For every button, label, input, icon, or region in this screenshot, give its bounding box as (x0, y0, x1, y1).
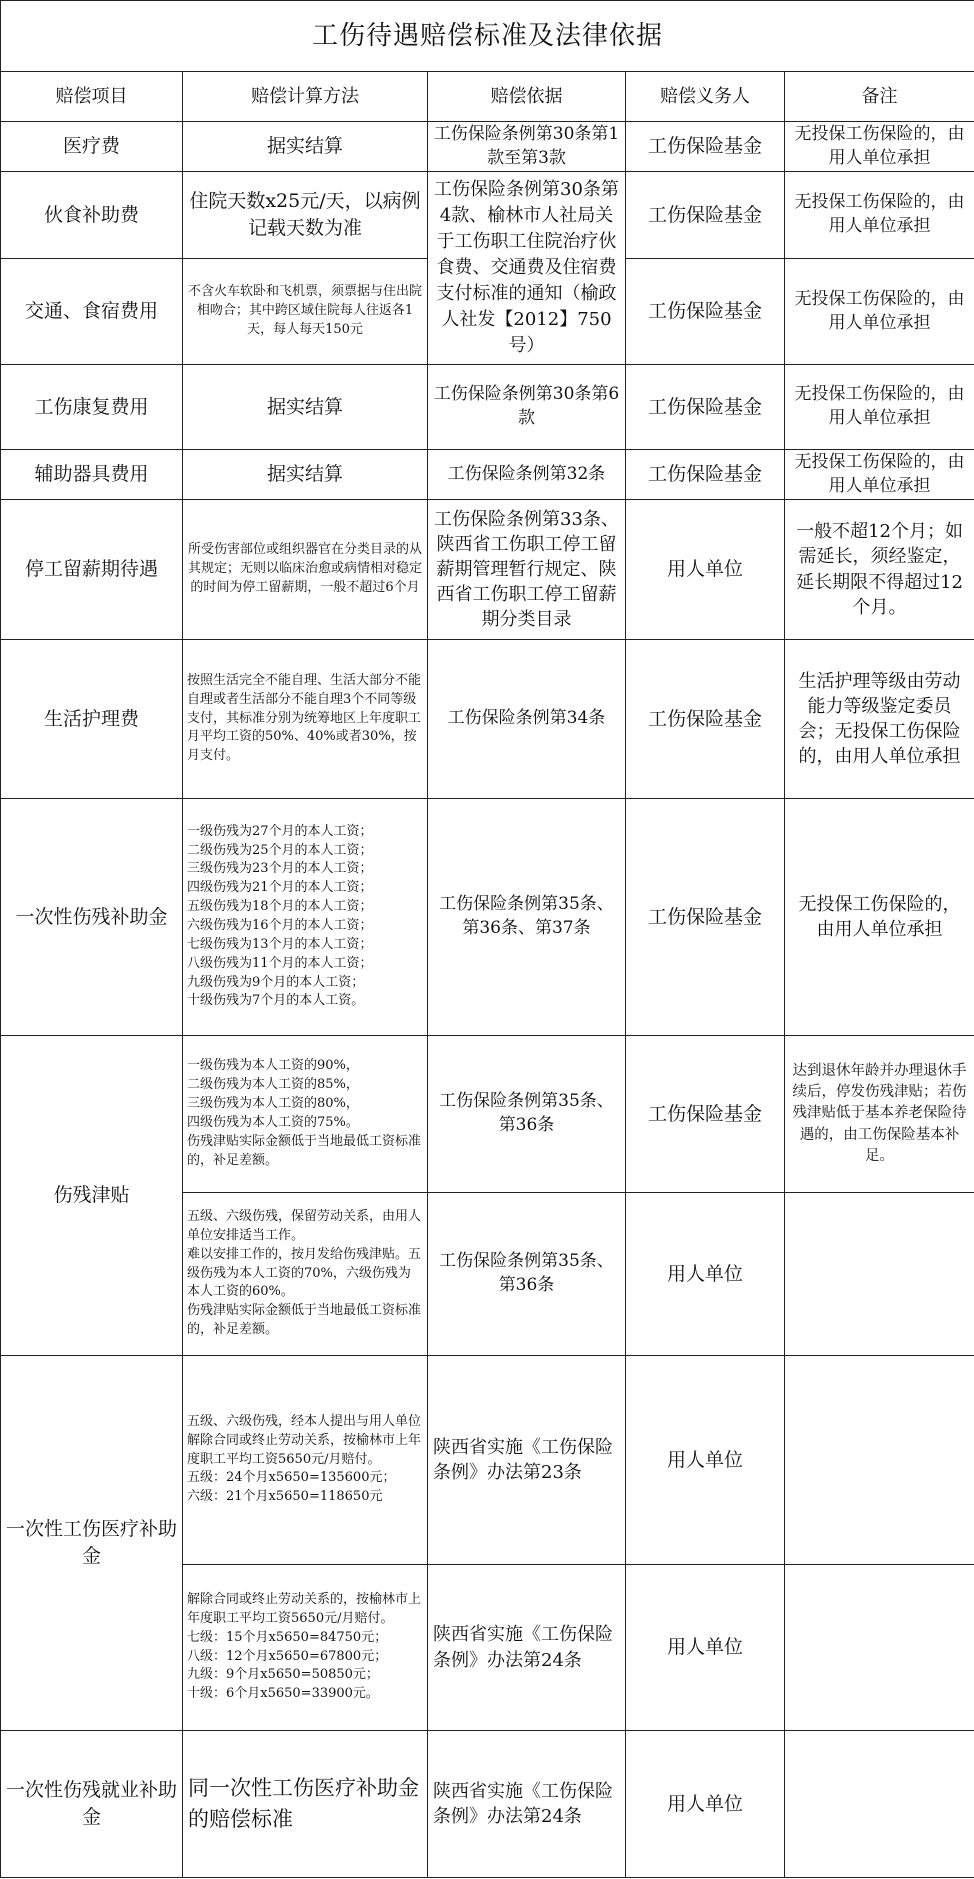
table-row (1, 122, 974, 172)
method-line: 九级伤残为9个月的本人工资； (187, 974, 365, 990)
legal-basis: 陕西省实施《工伤保险条例》办法第23条 (428, 1356, 626, 1565)
payer: 工伤保险基金 (626, 799, 785, 1036)
item-name: 伤残津贴 (1, 1036, 183, 1356)
remark: 一般不超12个月；如需延长，须经鉴定，延长期限不得超过12个月。 (785, 500, 974, 640)
payer: 工伤保险基金 (626, 259, 785, 365)
remark: 无投保工伤保险的，由用人单位承担 (785, 172, 974, 259)
method-line: 六级：21个月x5650=118650元 (187, 1489, 383, 1505)
method-line: 四级伤残为21个月的本人工资； (187, 880, 373, 896)
item-name: 工伤康复费用 (1, 365, 183, 450)
method-line: 难以安排工作的，按月发给伤残津贴。五级伤残为本人工资的70%，六级伤残为本人工资的60%。 (187, 1246, 422, 1300)
calc-method: 按照生活完全不能自理、生活大部分不能自理或者生活部分不能自理3个不同等级支付，其标准分别为统筹地区上年度职工月平均工资的50%、40%或者30%，按月支付。 (183, 640, 428, 799)
method-line: 五级、六级伤残，经本人提出与用人单位解除合同或终止劳动关系，按榆林市上年度职工平均工资5650元/月赔付。 (187, 1413, 422, 1467)
method-line: 七级伤残为13个月的本人工资； (187, 936, 373, 952)
payer: 工伤保险基金 (626, 365, 785, 450)
table-row (1, 1356, 974, 1565)
legal-basis: 工伤保险条例第32条 (428, 450, 626, 500)
item-name: 停工留薪期待遇 (1, 500, 183, 640)
method-line: 解除合同或终止劳动关系的，按榆林市上年度职工平均工资5650元/月赔付。 (187, 1591, 422, 1626)
remark: 生活护理等级由劳动能力等级鉴定委员会；无投保工伤保险的，由用人单位承担 (785, 640, 974, 799)
header-row (1, 72, 974, 122)
method-line: 伤残津贴实际金额低于当地最低工资标准的，补足差额。 (187, 1303, 422, 1338)
calc-method (183, 1356, 428, 1565)
remark: 达到退休年龄并办理退休手续后，停发伤残津贴；若伤残津贴低于基本养老保险待遇的，由工伤保险基本补足。 (785, 1036, 974, 1193)
legal-basis: 工伤保险条例第34条 (428, 640, 626, 799)
table-row (1, 500, 974, 640)
legal-basis: 工伤保险条例第30条第4款、榆林市人社局关于工伤职工住院治疗伙食费、交通费及住宿费支付标准的通知（榆政人社发【2012】750号） (428, 172, 626, 365)
legal-basis: 工伤保险条例第35条、第36条 (428, 1193, 626, 1356)
remark: 无投保工伤保险的，由用人单位承担 (785, 122, 974, 172)
table-row (1, 1731, 974, 1878)
calc-method (183, 1036, 428, 1193)
calc-method (183, 1565, 428, 1731)
payer: 工伤保险基金 (626, 640, 785, 799)
legal-basis: 工伤保险条例第35条、第36条、第37条 (428, 799, 626, 1036)
payer: 工伤保险基金 (626, 450, 785, 500)
item-name: 一次性伤残就业补助金 (1, 1731, 183, 1878)
method-line: 二级伤残为本人工资的85%， (187, 1077, 359, 1093)
item-name: 交通、食宿费用 (1, 259, 183, 365)
title-row (1, 1, 974, 72)
legal-basis: 工伤保险条例第35条、第36条 (428, 1036, 626, 1193)
table-row (1, 450, 974, 500)
calc-method: 不含火车软卧和飞机票，须票据与住出院相吻合；其中跨区域住院每人往返各1天，每人每天150元 (183, 259, 428, 365)
item-name: 一次性工伤医疗补助金 (1, 1356, 183, 1731)
table-row (1, 1036, 974, 1193)
method-line: 六级伤残为16个月的本人工资； (187, 918, 373, 933)
method-line: 四级伤残为本人工资的75%。 (187, 1115, 359, 1130)
header-note: 备注 (785, 72, 974, 122)
header-basis: 赔偿依据 (428, 72, 626, 122)
remark: 无投保工伤保险的，由用人单位承担 (785, 259, 974, 365)
method-line: 五级、六级伤残，保留劳动关系，由用人单位安排适当工作。 (187, 1209, 422, 1243)
payer: 工伤保险基金 (626, 172, 785, 259)
table-row (1, 799, 974, 1036)
calc-method: 据实结算 (183, 365, 428, 450)
method-line: 三级伤残为本人工资的80%， (187, 1096, 359, 1112)
calc-method: 据实结算 (183, 122, 428, 172)
payer: 用人单位 (626, 1356, 785, 1565)
calc-method: 住院天数x25元/天，以病例记载天数为准 (183, 172, 428, 259)
legal-basis: 陕西省实施《工伤保险条例》办法第24条 (428, 1731, 626, 1878)
method-line: 十级：6个月x5650=33900元。 (187, 1686, 379, 1702)
legal-basis: 陕西省实施《工伤保险条例》办法第24条 (428, 1565, 626, 1731)
method-line: 七级：15个月x5650=84750元； (187, 1629, 388, 1645)
calc-method (183, 799, 428, 1036)
method-line: 九级：9个月x5650=50850元； (187, 1667, 379, 1683)
remark: 无投保工伤保险的，由用人单位承担 (785, 799, 974, 1036)
method-line: 五级：24个月x5650=135600元； (187, 1470, 396, 1486)
calc-method: 据实结算 (183, 450, 428, 500)
method-line: 八级伤残为11个月的本人工资； (187, 955, 373, 971)
item-name: 一次性伤残补助金 (1, 799, 183, 1036)
header-method: 赔偿计算方法 (183, 72, 428, 122)
method-line: 一级伤残为本人工资的90%， (187, 1058, 359, 1074)
remark: 无投保工伤保险的，由用人单位承担 (785, 450, 974, 500)
table-row (1, 365, 974, 450)
method-line: 八级：12个月x5650=67800元； (187, 1648, 388, 1664)
payer: 用人单位 (626, 500, 785, 640)
method-line: 十级伤残为7个月的本人工资。 (187, 993, 365, 1009)
legal-basis: 工伤保险条例第30条第1款至第3款 (428, 122, 626, 172)
item-name: 医疗费 (1, 122, 183, 172)
remark (785, 1193, 974, 1356)
remark (785, 1356, 974, 1565)
table-row (1, 172, 974, 259)
remark (785, 1731, 974, 1878)
method-line: 伤残津贴实际金额低于当地最低工资标准的，补足差额。 (187, 1133, 422, 1168)
calc-method: 同一次性工伤医疗补助金的赔偿标准 (183, 1731, 428, 1878)
calc-method: 所受伤害部位或组织器官在分类目录的从其规定；无则以临床治愈或病情相对稳定的时间为停工留薪期，一般不超过6个月 (183, 500, 428, 640)
payer: 工伤保险基金 (626, 1036, 785, 1193)
method-line: 三级伤残为23个月的本人工资； (187, 861, 373, 877)
method-line: 一级伤残为27个月的本人工资； (187, 823, 373, 839)
item-name: 生活护理费 (1, 640, 183, 799)
header-item: 赔偿项目 (1, 72, 183, 122)
table-row (1, 640, 974, 799)
method-line: 二级伤残为25个月的本人工资； (187, 842, 373, 858)
payer: 用人单位 (626, 1565, 785, 1731)
payer: 用人单位 (626, 1193, 785, 1356)
payer: 工伤保险基金 (626, 122, 785, 172)
page-title: 工伤待遇赔偿标准及法律依据 (1, 1, 974, 72)
legal-basis: 工伤保险条例第30条第6款 (428, 365, 626, 450)
legal-basis: 工伤保险条例第33条、陕西省工伤职工停工留薪期管理暂行规定、陕西省工伤职工停工留薪期分类目录 (428, 500, 626, 640)
remark: 无投保工伤保险的，由用人单位承担 (785, 365, 974, 450)
item-name: 伙食补助费 (1, 172, 183, 259)
payer: 用人单位 (626, 1731, 785, 1878)
header-payer: 赔偿义务人 (626, 72, 785, 122)
item-name: 辅助器具费用 (1, 450, 183, 500)
calc-method (183, 1193, 428, 1356)
method-line: 五级伤残为18个月的本人工资； (187, 899, 373, 915)
remark (785, 1565, 974, 1731)
